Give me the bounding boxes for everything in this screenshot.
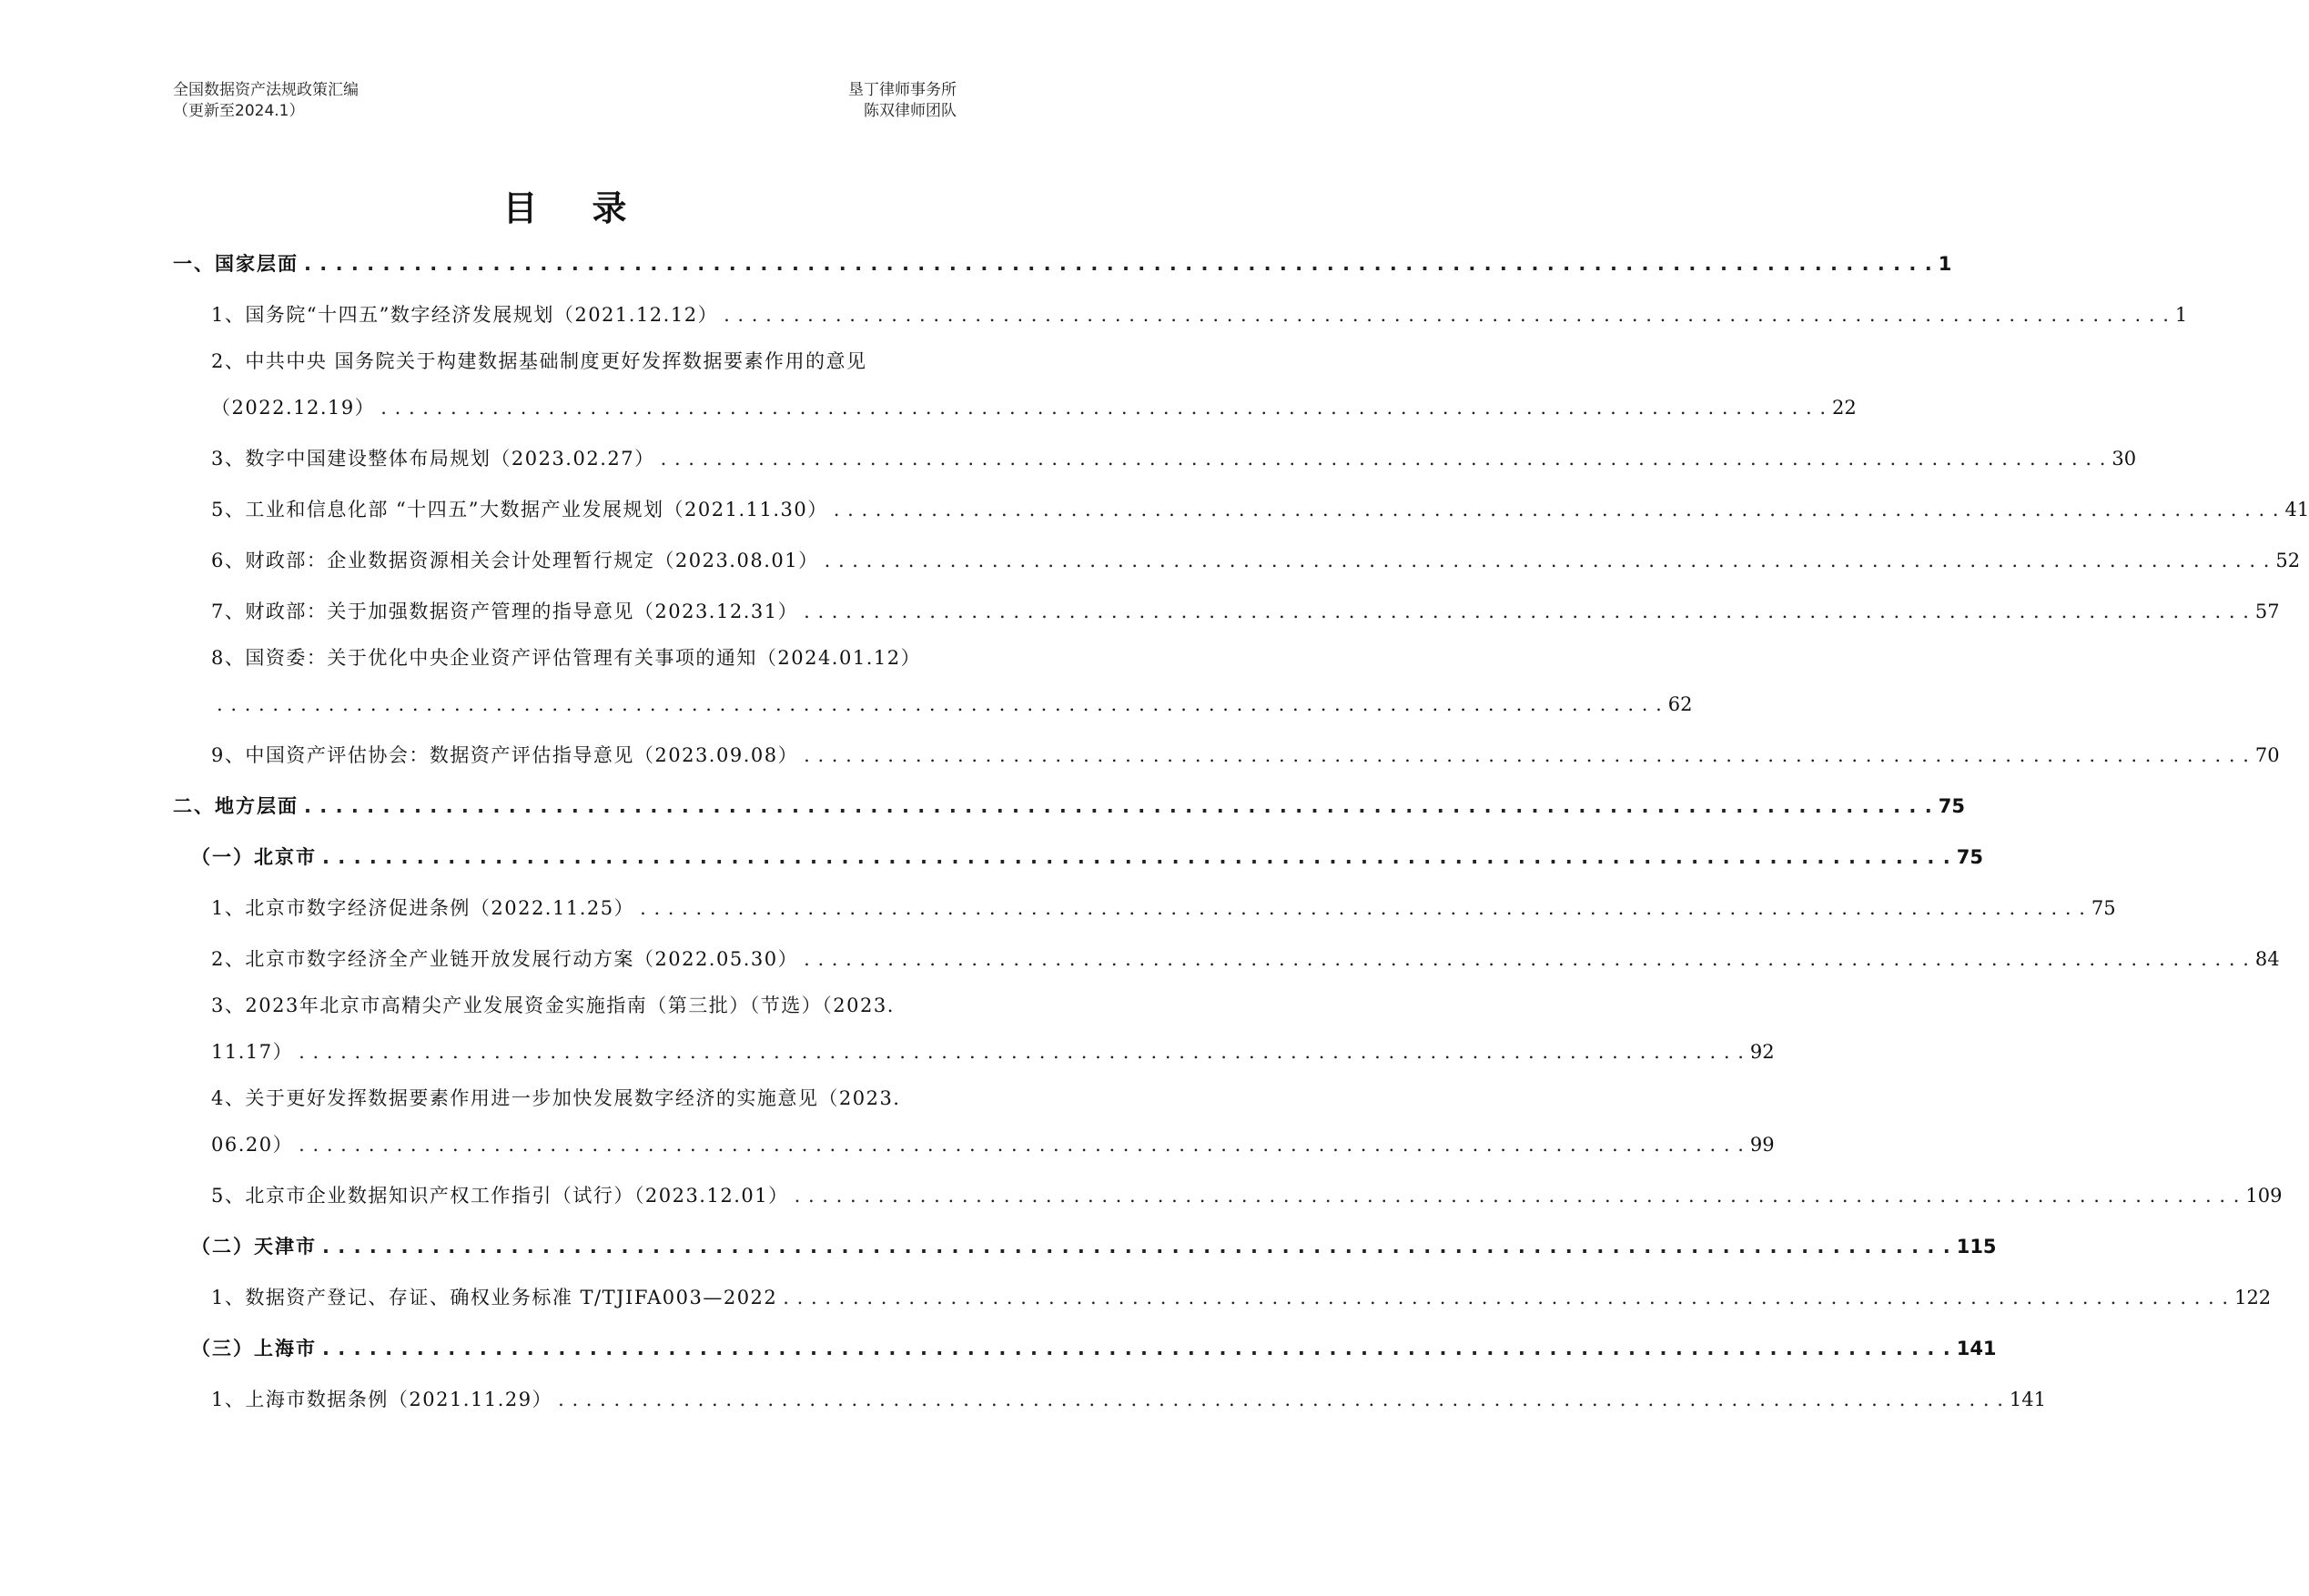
toc-item[interactable] <box>173 637 1693 730</box>
toc-page-number: 30 <box>2112 448 2137 470</box>
toc-item-line <box>211 289 2188 340</box>
toc-section-heading[interactable] <box>173 832 1983 883</box>
toc-page-number: 84 <box>2254 948 2280 970</box>
toc-item-line <box>211 679 1693 730</box>
toc-item-line <box>211 985 957 1026</box>
dot-leader <box>558 1374 2004 1425</box>
toc-item-line <box>211 586 2280 637</box>
toc-item-line <box>211 883 2116 934</box>
team-name: 陈双律师团队 <box>864 102 957 120</box>
toc-item-title: 2、中共中央 国务院关于构建数据基础制度更好发挥数据要素作用的意见 <box>211 350 867 372</box>
toc-page-number: 62 <box>1667 693 1693 715</box>
toc-item-line <box>211 535 2301 586</box>
toc-page-number: 1 <box>1938 253 1952 275</box>
toc-page-number: 41 <box>2284 499 2309 520</box>
dot-leader <box>804 730 2250 781</box>
toc-page-number: 75 <box>2091 897 2116 919</box>
dot-leader <box>299 1026 1745 1077</box>
collection-title: 全国数据资产法规政策汇编 <box>173 81 359 99</box>
toc-item-line <box>211 1119 1775 1170</box>
toc-page-number: 141 <box>1956 1338 1997 1359</box>
toc-item-title: 3、2023年北京市高精尖产业发展资金实施指南（第三批）（节选）（2023. <box>211 995 895 1016</box>
toc-item-title: 1、上海市数据条例（2021.11.29） <box>211 1389 553 1410</box>
toc-page-number: 122 <box>2234 1287 2272 1308</box>
law-firm-name: 垦丁律师事务所 <box>848 81 957 99</box>
toc-item-title-continued: 06.20） <box>211 1134 294 1156</box>
toc-item-line <box>211 340 957 382</box>
toc-item-title: 7、财政部：关于加强数据资产管理的指导意见（2023.12.31） <box>211 601 799 622</box>
toc-item-line <box>211 730 2280 781</box>
toc-item[interactable] <box>173 985 1775 1077</box>
toc-item-line <box>211 382 1857 433</box>
toc-item-line <box>211 1026 1775 1077</box>
toc-item-title-continued: （2022.12.19） <box>211 397 376 419</box>
toc-item-title: 5、北京市企业数据知识产权工作指引（试行）（2023.12.01） <box>211 1185 789 1207</box>
toc-page-number: 75 <box>1938 795 1965 817</box>
toc-item-title: 2、北京市数字经济全产业链开放发展行动方案（2022.05.30） <box>211 948 799 970</box>
dot-leader <box>783 1272 2229 1323</box>
toc-item[interactable] <box>173 289 2188 340</box>
toc-item[interactable] <box>173 535 2301 586</box>
dot-leader <box>322 1323 1951 1374</box>
toc-item-title: 1、国务院“十四五”数字经济发展规划（2021.12.12） <box>211 304 719 326</box>
toc-item[interactable] <box>173 934 2280 985</box>
toc-item[interactable] <box>173 1374 2046 1425</box>
dot-leader <box>804 934 2250 985</box>
toc-item-title: 1、数据资产登记、存证、确权业务标准 T/TJIFA003—2022 <box>211 1287 778 1308</box>
toc-item[interactable] <box>173 433 2137 484</box>
toc-section-title: （一）北京市 <box>191 846 317 868</box>
toc-page-number: 99 <box>1749 1134 1775 1156</box>
dot-leader <box>640 883 2086 934</box>
toc-item-line <box>191 1221 1997 1272</box>
dot-leader <box>804 586 2250 637</box>
toc-page-number: 57 <box>2254 601 2280 622</box>
dot-leader <box>304 238 1933 289</box>
toc-section-title: （二）天津市 <box>191 1236 317 1258</box>
toc-item-line <box>191 1323 1997 1374</box>
toc-item-line <box>211 1272 2272 1323</box>
toc-section-title: （三）上海市 <box>191 1338 317 1359</box>
toc-page-number: 52 <box>2275 550 2301 571</box>
toc-item-title: 3、数字中国建设整体布局规划（2023.02.27） <box>211 448 655 470</box>
toc-page-number: 22 <box>1832 397 1857 419</box>
toc-item[interactable] <box>173 484 2309 535</box>
toc-page-number: 1 <box>2174 304 2188 326</box>
toc-item[interactable] <box>173 1170 2283 1221</box>
toc-item[interactable] <box>173 340 1857 433</box>
toc-item-title: 5、工业和信息化部 “十四五”大数据产业发展规划（2021.11.30） <box>211 499 828 520</box>
toc-item-title: 4、关于更好发挥数据要素作用进一步加快发展数字经济的实施意见（2023. <box>211 1087 901 1109</box>
dot-leader <box>795 1170 2241 1221</box>
toc-item-title: 9、中国资产评估协会：数据资产评估指导意见（2023.09.08） <box>211 744 799 766</box>
toc-item-line <box>191 832 1983 883</box>
toc-page-number: 141 <box>2009 1389 2046 1410</box>
page-title: 目录 <box>502 188 682 228</box>
toc-item-line <box>211 1374 2046 1425</box>
toc-page-number: 70 <box>2254 744 2280 766</box>
toc-item-title-continued: 11.17） <box>211 1041 294 1063</box>
toc-item[interactable] <box>173 883 2116 934</box>
update-note: （更新至2024.1） <box>173 102 305 120</box>
table-of-contents <box>173 238 2309 1425</box>
dot-leader <box>380 382 1827 433</box>
dot-leader <box>724 289 2170 340</box>
toc-item-line <box>211 1170 2283 1221</box>
toc-section-heading[interactable] <box>173 1221 1997 1272</box>
toc-section-heading[interactable] <box>173 781 1965 832</box>
toc-item-line <box>211 637 957 679</box>
toc-item[interactable] <box>173 730 2280 781</box>
toc-item-line <box>211 934 2280 985</box>
toc-section-title: 二、地方层面 <box>173 795 299 817</box>
toc-item-title: 1、北京市数字经济促进条例（2022.11.25） <box>211 897 635 919</box>
toc-item[interactable] <box>173 1077 1775 1170</box>
dot-leader <box>299 1119 1745 1170</box>
toc-item-line <box>211 433 2137 484</box>
dot-leader <box>217 679 1663 730</box>
toc-page-number: 109 <box>2245 1185 2283 1207</box>
toc-item-title: 6、财政部：企业数据资源相关会计处理暂行规定（2023.08.01） <box>211 550 819 571</box>
dot-leader <box>834 484 2280 535</box>
toc-item[interactable] <box>173 586 2280 637</box>
toc-item-line <box>211 484 2309 535</box>
toc-section-title: 一、国家层面 <box>173 253 299 275</box>
toc-page-number: 115 <box>1956 1236 1997 1258</box>
document-header-right <box>848 80 957 122</box>
toc-item-line <box>173 781 1965 832</box>
toc-item-line <box>173 238 1952 289</box>
dot-leader <box>661 433 2107 484</box>
toc-item[interactable] <box>173 1272 2272 1323</box>
toc-section-heading[interactable] <box>173 1323 1997 1374</box>
toc-item-title: 8、国资委：关于优化中央企业资产评估管理有关事项的通知（2024.01.12） <box>211 647 922 669</box>
toc-section-heading[interactable] <box>173 238 1952 289</box>
document-header-left <box>173 80 359 122</box>
toc-item-line <box>211 1077 957 1119</box>
toc-page-number: 75 <box>1956 846 1983 868</box>
dot-leader <box>825 535 2271 586</box>
toc-page-number: 92 <box>1749 1041 1775 1063</box>
dot-leader <box>304 781 1933 832</box>
dot-leader <box>322 832 1951 883</box>
dot-leader <box>322 1221 1951 1272</box>
